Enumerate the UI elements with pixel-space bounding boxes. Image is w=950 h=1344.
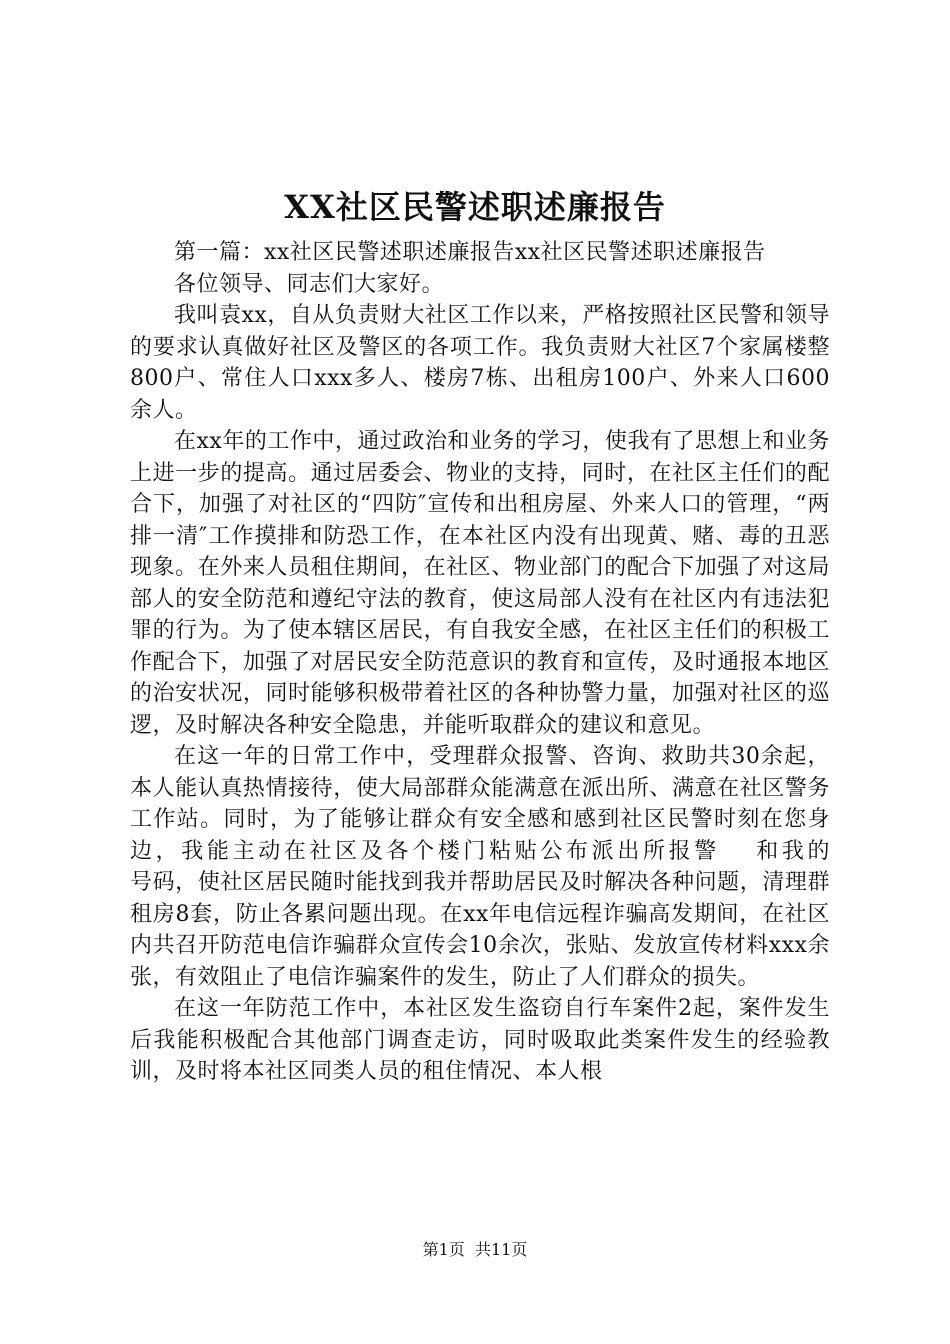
page-footer: [0, 1240, 950, 1260]
page-number: 第1页 共11页: [422, 1240, 528, 1259]
paragraph-4: 在xx年的工作中，通过政治和业务的学习，使我有了思想上和业务上进一步的提高。通过居委会、物业的支持，同时，在社区主任们的配合下，加强了对社区的“四防″宣传和出租房屋、外来人口的管理，“两排一清″工作摸排和防恐工作，在本社区内没有出现黄、赌、毒的丑恶现象。在外来人员租住期间，在社区、物业部门的配合下加强了对这局部人的安全防范和遵纪守法的教育，使这局部人没有在社区内有违法犯罪的行为。为了使本辖区居民，有自我安全感，在社区主任们的积极工作配合下，加强了对居民安全防范意识的教育和宣传，及时通报本地区的治安状况，同时能够积极带着社区的各种协警力量，加强对社区的巡逻，及时解决各种安全隐患，并能听取群众的建议和意见。: [130, 429, 830, 738]
document-body: [130, 237, 898, 1088]
paragraph-2: 各位领导、同志们大家好。: [174, 271, 445, 297]
paragraph-3: 我叫袁xx，自从负责财大社区工作以来，严格按照社区民警和领导的要求认真做好社区及警区的各项工作。我负责财大社区7个家属楼整800户、常住人口xxx多人、楼房7栋、出租房100户、外来人口600余人。: [130, 303, 830, 423]
paragraph-1: 第一篇：xx社区民警述职述廉报告xx社区民警述职述廉报告: [174, 240, 766, 265]
paragraph-5: 在这一年的日常工作中，受理群众报警、咨询、救助共30余起，本人能认真热情接待，使大局部群众能满意在派出所、满意在社区警务工作站。同时，为了能够让群众有安全感和感到社区民警时刻在您身边，我能主动在社区及各个楼门粘贴公布派出所报警 和我的 号码，使社区居民随时能找到我并帮助居民及时解决各种问题，清理群租房8套，防止各累问题出现。在xx年电信远程诈骗高发期间，在社区内共召开防范电信诈骗群众宣传会10余次，张贴、发放宣传材料xxx余张，有效阻止了电信诈骗案件的发生，防止了人们群众的损失。: [130, 744, 898, 990]
paragraph-6: 在这一年防范工作中，本社区发生盗窃自行车案件2起，案件发生后我能积极配合其他部门调查走访，同时吸取此类案件发生的经验教训，及时将本社区同类人员的租住情况、本人根: [130, 996, 830, 1084]
document-title: XX社区民警述职述廉报告: [284, 188, 666, 226]
